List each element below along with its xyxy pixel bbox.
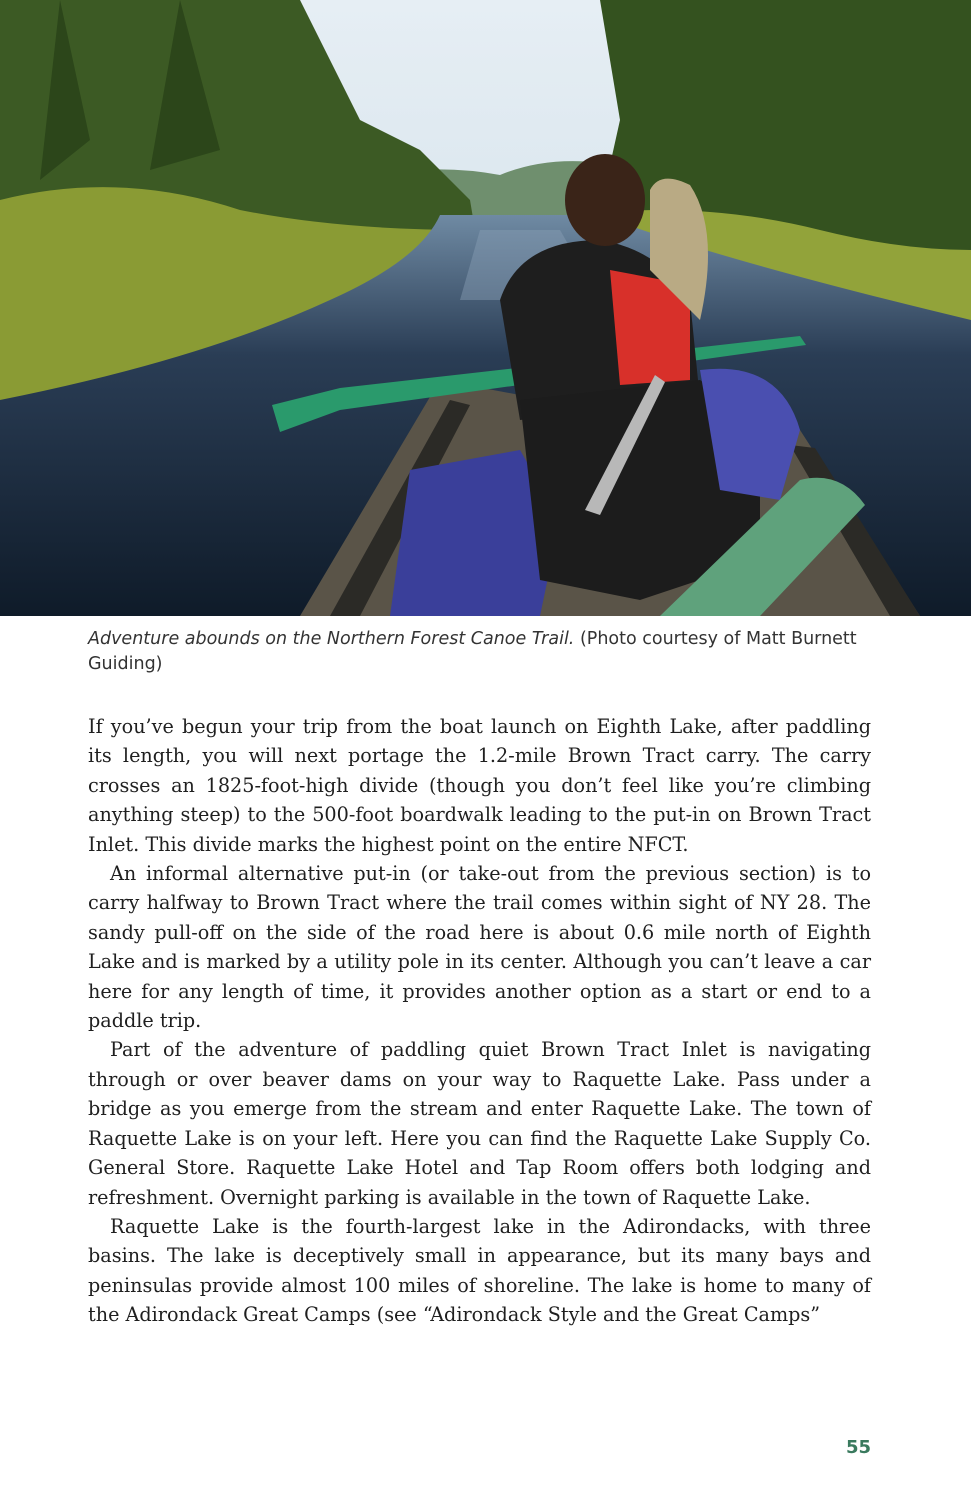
paragraph-3: Part of the adventure of paddling quiet Brown Tract Inlet is navigating through or over beaver dams on your way to Raquette Lake. Pass under a bridge as you emerge from the stream and enter Raquette Lake. The town of Raquette Lake is on your left. Here you can find the Raquette Lake Supply Co. General Store. Raquette Lake Hotel and Tap Room offers both lodging and refreshment. Overnight parking is available in the town of Raquette Lake.: [88, 1038, 871, 1209]
body-text: [88, 712, 871, 1330]
paragraph-2: An informal alternative put-in (or take-out from the previous section) is to carry halfway to Brown Tract where the trail comes within sight of NY 28. The sandy pull-off on the side of the road here is about 0.6 mile north of Eighth Lake and is marked by a utility pole in its center. Although you can’t leave a car here for any length of time, it provides another option as a start or end to a paddle trip.: [88, 862, 871, 1033]
page-number: 55: [845, 1437, 871, 1458]
paragraph-4: Raquette Lake is the fourth-largest lake in the Adirondacks, with three basins. The lake is deceptively small in appearance, but its many bays and peninsulas provide almost 100 miles of shoreline. The lake is home to many of the Adirondack Great Camps (see “Adirondack Style and the Great Camps”: [88, 1214, 871, 1327]
caption-credit: (Photo courtesy of Matt Burnett Guiding): [88, 629, 857, 674]
paragraph-1: If you’ve begun your trip from the boat launch on Eighth Lake, after paddling its length, you will next portage the 1.2-mile Brown Tract carry. The carry crosses an 1825-foot-high divide (though you don’t feel like you’re climbing anything steep) to the 500-foot boardwalk leading to the put-in on Brown Tract Inlet. This divide marks the highest point on the entire NFCT.: [88, 715, 871, 856]
canoe-photo: [0, 0, 971, 616]
photo-caption: [88, 627, 878, 677]
caption-title: Adventure abounds on the Northern Forest Canoe Trail.: [88, 629, 575, 649]
canoe-photo-illustration: [0, 0, 971, 616]
